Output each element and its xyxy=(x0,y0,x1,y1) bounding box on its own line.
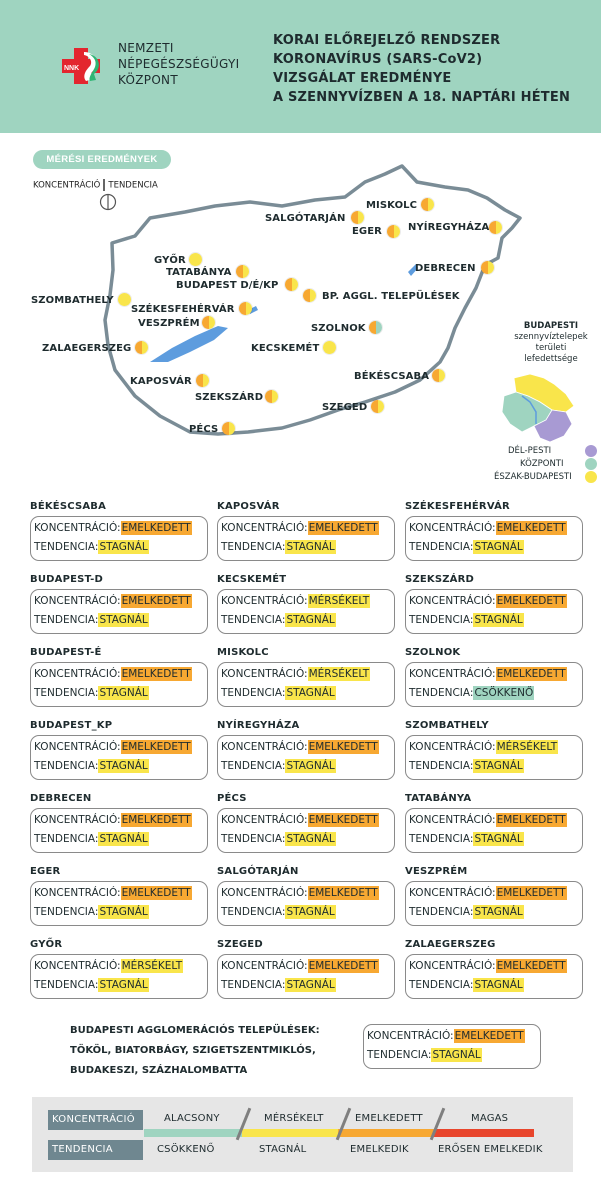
card-city-name: DEBRECEN xyxy=(30,793,92,804)
card-tendency-row: TENDENCIA:STAGNÁL xyxy=(221,760,335,772)
city-label-eger: EGER xyxy=(352,226,382,237)
city-dot-gyor xyxy=(188,252,203,267)
city-label-bekescsaba: BÉKÉSCSABA xyxy=(354,371,430,382)
result-card xyxy=(405,793,583,853)
card-concentration-row: KONCENTRÁCIÓ:EMELKEDETT xyxy=(34,668,191,680)
result-card xyxy=(30,647,208,707)
card-box xyxy=(217,735,395,780)
city-dot-kaposvar xyxy=(195,373,210,388)
scale-tendency-label: TENDENCIA xyxy=(48,1140,143,1160)
budapest-legend-del-pesti-dot xyxy=(585,445,597,457)
card-concentration-row: KONCENTRÁCIÓ:MÉRSÉKELT xyxy=(221,668,370,680)
concentration-value: EMELKEDETT xyxy=(308,741,378,753)
card-city-name: TATABÁNYA xyxy=(405,793,472,804)
concentration-value: EMELKEDETT xyxy=(308,887,378,899)
result-card xyxy=(30,793,208,853)
city-dot-budapest xyxy=(284,277,299,292)
concentration-value: EMELKEDETT xyxy=(121,668,191,680)
card-concentration-row: KONCENTRÁCIÓ:EMELKEDETT xyxy=(221,960,378,972)
card-tendency-row: TENDENCIA:STAGNÁL xyxy=(367,1049,481,1061)
header-banner xyxy=(0,0,601,133)
city-dot-pecs xyxy=(221,421,236,436)
city-dot-bekescsaba xyxy=(431,368,446,383)
tendency-value: STAGNÁL xyxy=(474,906,523,918)
budapest-legend-del-pesti: DÉL-PESTI xyxy=(508,446,552,456)
card-tendency-row: TENDENCIA:STAGNÁL xyxy=(34,614,148,626)
card-tendency-row: TENDENCIA:STAGNÁL xyxy=(409,906,523,918)
result-card xyxy=(405,647,583,707)
result-card xyxy=(217,866,395,926)
card-tendency-row: TENDENCIA:STAGNÁL xyxy=(409,541,523,553)
result-card xyxy=(217,793,395,853)
card-city-name: KAPOSVÁR xyxy=(217,501,280,512)
concentration-value: MÉRSÉKELT xyxy=(496,741,558,753)
card-box xyxy=(30,662,208,707)
concentration-value: EMELKEDETT xyxy=(496,668,566,680)
city-dot-veszprem xyxy=(201,315,216,330)
card-tendency-row: TENDENCIA:STAGNÁL xyxy=(34,541,148,553)
card-city-name: SZEKSZÁRD xyxy=(405,574,475,585)
card-box xyxy=(405,662,583,707)
city-dot-szombathely xyxy=(117,292,132,307)
card-city-name: BÉKÉSCSABA xyxy=(30,501,107,512)
city-dot-salgotarjan xyxy=(350,210,365,225)
card-concentration-row: KONCENTRÁCIÓ:MÉRSÉKELT xyxy=(409,741,558,753)
city-label-bp-agglomeration: BP. AGGL. TELEPÜLÉSEK xyxy=(322,291,460,302)
tendency-value: STAGNÁL xyxy=(99,979,148,991)
card-concentration-row: KONCENTRÁCIÓ:EMELKEDETT xyxy=(409,668,566,680)
budapest-coverage-map xyxy=(500,372,580,448)
card-concentration-row: KONCENTRÁCIÓ:EMELKEDETT xyxy=(34,741,191,753)
budapest-legend-kozponti-dot xyxy=(585,458,597,470)
budapest-legend-kozponti: KÖZPONTI xyxy=(520,459,564,469)
card-city-name: BUDAPEST-D xyxy=(30,574,103,585)
budapest-coverage-title: BUDAPESTI szennyvíztelepek területi lefedettsége xyxy=(514,321,588,364)
section-label-measurements: MÉRÉSI EREDMÉNYEK xyxy=(33,150,171,169)
scale-bar-emelkedett xyxy=(338,1129,434,1137)
card-concentration-row: KONCENTRÁCIÓ:EMELKEDETT xyxy=(221,741,378,753)
card-box xyxy=(405,881,583,926)
city-label-szeged: SZEGED xyxy=(322,402,368,413)
result-card xyxy=(217,939,395,999)
concentration-value: EMELKEDETT xyxy=(496,522,566,534)
scale-bar-mersekelt xyxy=(242,1129,338,1137)
city-dot-kecskemet xyxy=(322,340,337,355)
agglomeration-settlements: BUDAPESTI AGGLOMERÁCIÓS TELEPÜLÉSEK: TÖKÖL, BIATORBÁGY, SZIGETSZENTMIKLÓS, BUDAKESZI, SZÁZHALOMBATTA xyxy=(70,1025,320,1076)
result-card xyxy=(405,574,583,634)
concentration-value: EMELKEDETT xyxy=(308,814,378,826)
card-city-name: SALGÓTARJÁN xyxy=(217,866,299,877)
scale-csokkeno: CSÖKKENŐ xyxy=(157,1144,215,1155)
card-concentration-row: KONCENTRÁCIÓ:EMELKEDETT xyxy=(34,595,191,607)
card-tendency-row: TENDENCIA:STAGNÁL xyxy=(221,614,335,626)
card-concentration-row: KONCENTRÁCIÓ:EMELKEDETT xyxy=(409,814,566,826)
concentration-value: MÉRSÉKELT xyxy=(308,668,370,680)
card-city-name: SZOLNOK xyxy=(405,647,461,658)
tendency-value: CSÖKKENŐ xyxy=(474,687,534,699)
tendency-value: STAGNÁL xyxy=(286,687,335,699)
tendency-value: STAGNÁL xyxy=(474,614,523,626)
card-box xyxy=(405,589,583,634)
city-dot-tatabanya xyxy=(235,264,250,279)
card-box xyxy=(30,735,208,780)
dot-legend: KONCENTRÁCIÓ TENDENCIA xyxy=(33,180,158,191)
city-dot-szolnok xyxy=(368,320,383,335)
city-dot-szeged xyxy=(370,399,385,414)
scale-stagnal: STAGNÁL xyxy=(259,1144,307,1155)
card-box xyxy=(217,808,395,853)
card-city-name: EGER xyxy=(30,866,61,877)
tendency-value: STAGNÁL xyxy=(474,833,523,845)
concentration-value: EMELKEDETT xyxy=(496,887,566,899)
city-label-kaposvar: KAPOSVÁR xyxy=(130,376,192,387)
card-tendency-row: TENDENCIA:STAGNÁL xyxy=(34,760,148,772)
card-box xyxy=(405,516,583,561)
result-card xyxy=(217,647,395,707)
nnk-logo-icon xyxy=(60,46,104,86)
card-city-name: PÉCS xyxy=(217,793,247,804)
card-box xyxy=(405,954,583,999)
card-concentration-row: KONCENTRÁCIÓ:MÉRSÉKELT xyxy=(34,960,183,972)
city-label-debrecen: DEBRECEN xyxy=(415,263,476,274)
city-label-szombathely: SZOMBATHELY xyxy=(31,295,114,306)
tendency-value: STAGNÁL xyxy=(286,906,335,918)
card-tendency-row: TENDENCIA:STAGNÁL xyxy=(221,541,335,553)
concentration-value: EMELKEDETT xyxy=(308,960,378,972)
card-city-name: BUDAPEST_KP xyxy=(30,720,113,731)
city-label-nyiregyhaza: NYÍREGYHÁZA xyxy=(408,222,490,233)
result-card xyxy=(405,939,583,999)
card-city-name: NYÍREGYHÁZA xyxy=(217,720,300,731)
card-box xyxy=(217,516,395,561)
city-label-salgotarjan: SALGÓTARJÁN xyxy=(265,213,346,224)
city-label-tatabanya: TATABÁNYA xyxy=(166,267,232,278)
scale-emelkedett: EMELKEDETT xyxy=(355,1113,423,1124)
card-box xyxy=(217,881,395,926)
city-label-budapest: BUDAPEST D/É/KP xyxy=(176,280,279,291)
card-city-name: SZEGED xyxy=(217,939,263,950)
tendency-value: STAGNÁL xyxy=(286,760,335,772)
balaton-lake xyxy=(150,326,228,362)
scale-concentration-label: KONCENTRÁCIÓ xyxy=(48,1110,143,1130)
card-box xyxy=(30,589,208,634)
result-card xyxy=(405,866,583,926)
card-box xyxy=(30,954,208,999)
card-tendency-row: TENDENCIA:STAGNÁL xyxy=(409,760,523,772)
card-city-name: BUDAPEST-É xyxy=(30,647,102,658)
card-box xyxy=(405,808,583,853)
concentration-value: EMELKEDETT xyxy=(308,522,378,534)
city-dot-szekesfehervar xyxy=(238,301,253,316)
card-concentration-row: KONCENTRÁCIÓ:MÉRSÉKELT xyxy=(221,595,370,607)
card-box xyxy=(30,881,208,926)
concentration-value: EMELKEDETT xyxy=(496,595,566,607)
city-label-kecskemet: KECSKEMÉT xyxy=(251,343,320,354)
tendency-value: STAGNÁL xyxy=(474,979,523,991)
city-label-miskolc: MISKOLC xyxy=(366,200,418,211)
tendency-value: STAGNÁL xyxy=(286,541,335,553)
scale-magas: MAGAS xyxy=(471,1113,509,1124)
concentration-value: EMELKEDETT xyxy=(121,595,191,607)
card-city-name: ZALAEGERSZEG xyxy=(405,939,496,950)
tendency-value: STAGNÁL xyxy=(99,906,148,918)
card-tendency-row: TENDENCIA:STAGNÁL xyxy=(409,614,523,626)
card-tendency-row: TENDENCIA:STAGNÁL xyxy=(409,979,523,991)
budapest-legend-eszak-budapesti: ÉSZAK-BUDAPESTI xyxy=(494,472,572,482)
card-tendency-row: TENDENCIA:STAGNÁL xyxy=(34,979,148,991)
card-city-name: VESZPRÉM xyxy=(405,866,468,877)
scale-emelkedik: EMELKEDIK xyxy=(350,1144,409,1155)
card-box xyxy=(405,735,583,780)
card-tendency-row: TENDENCIA:CSÖKKENŐ xyxy=(409,687,534,699)
tendency-value: STAGNÁL xyxy=(99,614,148,626)
card-city-name: GYŐR xyxy=(30,939,63,950)
card-tendency-row: TENDENCIA:STAGNÁL xyxy=(34,833,148,845)
card-tendency-row: TENDENCIA:STAGNÁL xyxy=(34,906,148,918)
card-concentration-row: KONCENTRÁCIÓ:EMELKEDETT xyxy=(221,522,378,534)
card-tendency-row: TENDENCIA:STAGNÁL xyxy=(34,687,148,699)
page-title: KORAI ELŐREJELZŐ RENDSZER KORONAVÍRUS (SARS-CoV2) VIZSGÁLAT EREDMÉNYE A SZENNYVÍZBEN A 18. NAPTÁRI HÉTEN xyxy=(273,33,571,105)
result-card xyxy=(405,501,583,561)
tendency-value: STAGNÁL xyxy=(99,687,148,699)
city-label-szolnok: SZOLNOK xyxy=(311,323,366,334)
city-label-veszprem: VESZPRÉM xyxy=(138,318,200,329)
scale-erosen-emelkedik: ERŐSEN EMELKEDIK xyxy=(438,1144,543,1155)
card-tendency-row: TENDENCIA:STAGNÁL xyxy=(221,833,335,845)
card-box xyxy=(217,662,395,707)
result-card xyxy=(217,720,395,780)
concentration-value: MÉRSÉKELT xyxy=(121,960,183,972)
concentration-value: EMELKEDETT xyxy=(496,814,566,826)
card-box xyxy=(30,516,208,561)
result-card xyxy=(30,501,208,561)
scale-bar-magas xyxy=(434,1129,534,1137)
scale-bar-alacsony xyxy=(144,1129,242,1137)
card-tendency-row: TENDENCIA:STAGNÁL xyxy=(221,687,335,699)
card-box xyxy=(217,954,395,999)
result-card xyxy=(30,720,208,780)
tendency-value: STAGNÁL xyxy=(286,614,335,626)
city-label-gyor: GYŐR xyxy=(154,255,186,266)
card-city-name: SZOMBATHELY xyxy=(405,720,489,731)
tendency-value: STAGNÁL xyxy=(286,979,335,991)
scale-alacsony: ALACSONY xyxy=(164,1113,220,1124)
scale-legend xyxy=(32,1097,573,1172)
card-city-name: MISKOLC xyxy=(217,647,269,658)
result-card xyxy=(30,939,208,999)
card-concentration-row: KONCENTRÁCIÓ:EMELKEDETT xyxy=(367,1030,524,1042)
city-dot-miskolc xyxy=(420,197,435,212)
card-concentration-row: KONCENTRÁCIÓ:EMELKEDETT xyxy=(221,887,378,899)
concentration-value: MÉRSÉKELT xyxy=(308,595,370,607)
city-label-zalaegerszeg: ZALAEGERSZEG xyxy=(42,343,132,354)
city-dot-debrecen xyxy=(480,260,495,275)
svg-text:NNK: NNK xyxy=(64,65,80,72)
concentration-value: EMELKEDETT xyxy=(121,887,191,899)
tendency-value: STAGNÁL xyxy=(474,541,523,553)
tendency-value: STAGNÁL xyxy=(99,833,148,845)
concentration-value: EMELKEDETT xyxy=(121,741,191,753)
tendency-value: STAGNÁL xyxy=(99,760,148,772)
card-concentration-row: KONCENTRÁCIÓ:EMELKEDETT xyxy=(409,595,566,607)
city-dot-nyiregyhaza xyxy=(488,220,503,235)
card-concentration-row: KONCENTRÁCIÓ:EMELKEDETT xyxy=(34,522,191,534)
card-tendency-row: TENDENCIA:STAGNÁL xyxy=(409,833,523,845)
city-dot-szekszard xyxy=(264,389,279,404)
card-concentration-row: KONCENTRÁCIÓ:EMELKEDETT xyxy=(221,814,378,826)
city-label-szekszard: SZEKSZÁRD xyxy=(195,392,264,403)
card-concentration-row: KONCENTRÁCIÓ:EMELKEDETT xyxy=(409,522,566,534)
card-city-name: SZÉKESFEHÉRVÁR xyxy=(405,501,510,512)
concentration-value: EMELKEDETT xyxy=(496,960,566,972)
card-box xyxy=(30,808,208,853)
card-concentration-row: KONCENTRÁCIÓ:EMELKEDETT xyxy=(409,887,566,899)
card-tendency-row: TENDENCIA:STAGNÁL xyxy=(221,979,335,991)
organization-name: NEMZETI NÉPEGÉSZSÉGÜGYI KÖZPONT xyxy=(118,41,240,87)
city-dot-bp-agglomeration xyxy=(302,288,317,303)
result-card xyxy=(217,501,395,561)
card-concentration-row: KONCENTRÁCIÓ:EMELKEDETT xyxy=(409,960,566,972)
concentration-value: EMELKEDETT xyxy=(121,522,191,534)
tendency-value: STAGNÁL xyxy=(286,833,335,845)
result-card xyxy=(405,720,583,780)
result-card xyxy=(217,574,395,634)
city-dot-eger xyxy=(386,224,401,239)
card-box xyxy=(217,589,395,634)
result-card xyxy=(30,866,208,926)
card-concentration-row: KONCENTRÁCIÓ:EMELKEDETT xyxy=(34,814,191,826)
result-card-agglomeration xyxy=(363,1009,541,1069)
concentration-value: EMELKEDETT xyxy=(121,814,191,826)
card-city-name: KECSKEMÉT xyxy=(217,574,287,585)
card-concentration-row: KONCENTRÁCIÓ:EMELKEDETT xyxy=(34,887,191,899)
city-dot-zalaegerszeg xyxy=(134,340,149,355)
result-card xyxy=(30,574,208,634)
city-label-szekesfehervar: SZÉKESFEHÉRVÁR xyxy=(131,304,235,315)
tendency-value: STAGNÁL xyxy=(99,541,148,553)
tendency-value: STAGNÁL xyxy=(474,760,523,772)
budapest-legend-eszak-budapesti-dot xyxy=(585,471,597,483)
card-tendency-row: TENDENCIA:STAGNÁL xyxy=(221,906,335,918)
scale-mersekelt: MÉRSÉKELT xyxy=(264,1113,324,1124)
city-label-pecs: PÉCS xyxy=(189,424,219,435)
